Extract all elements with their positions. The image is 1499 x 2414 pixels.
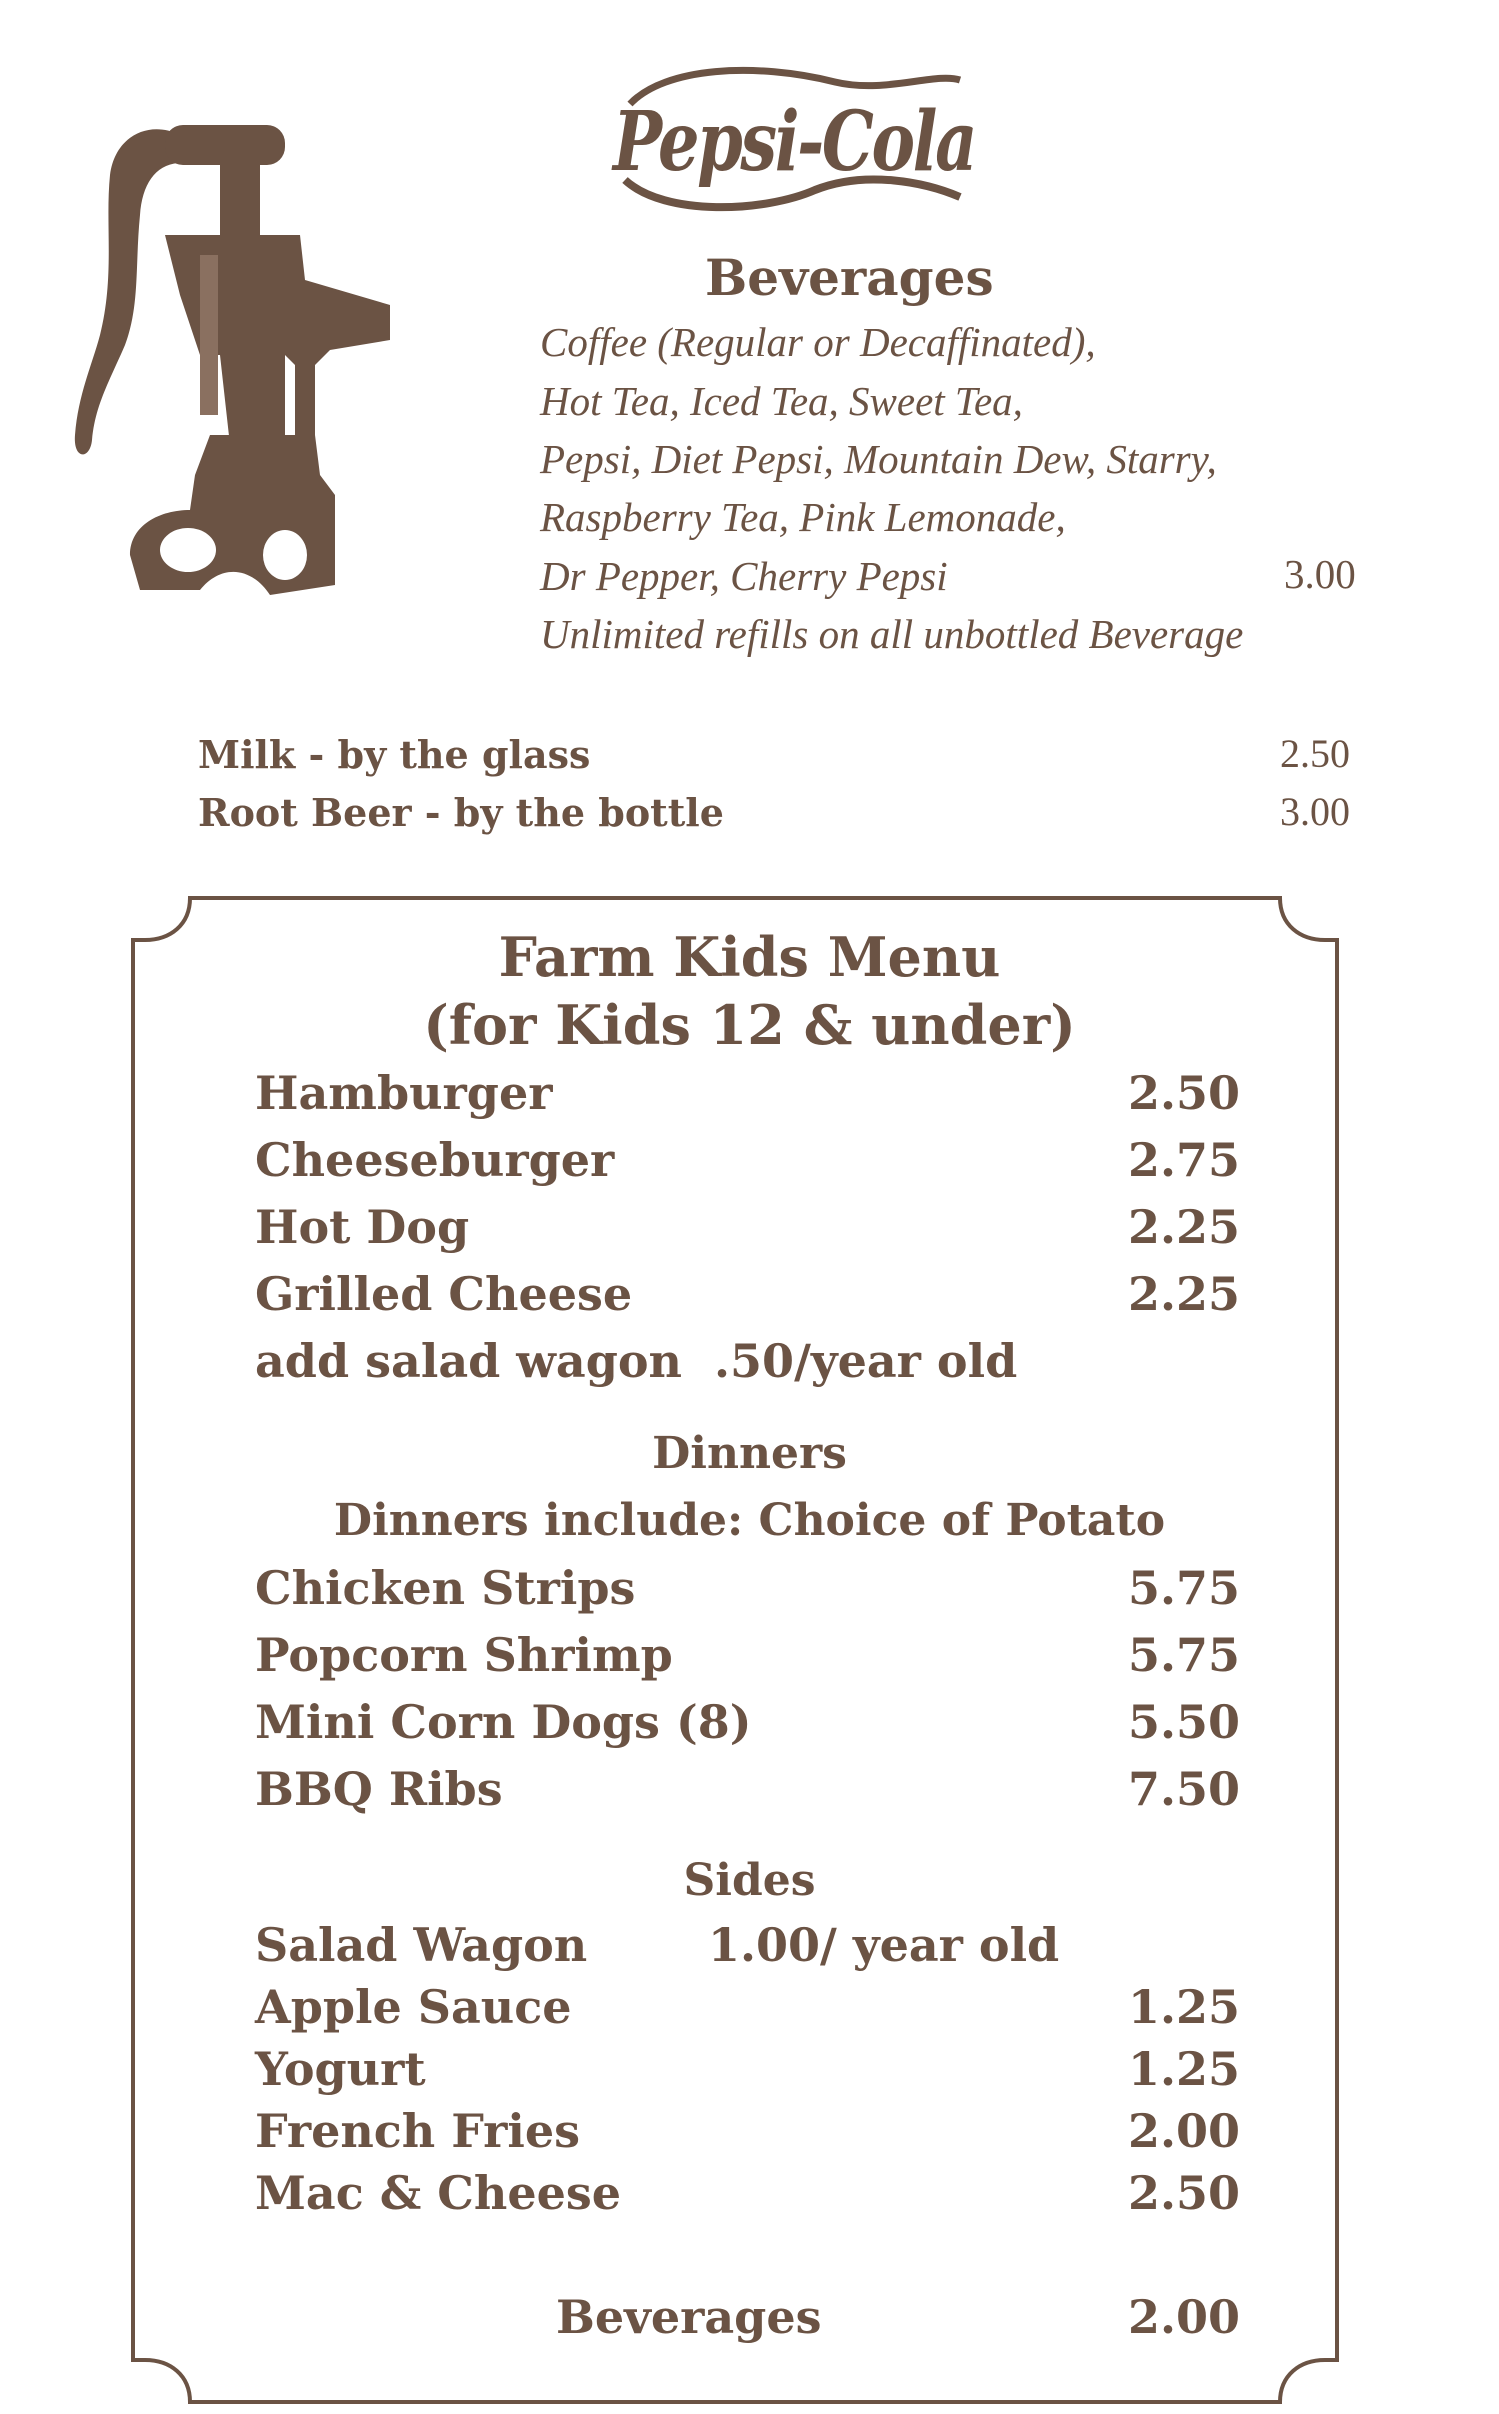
menu-item: BBQ Ribs	[255, 1762, 503, 1816]
beverages-title: Beverages	[705, 248, 994, 307]
menu-item: Popcorn Shrimp	[255, 1628, 673, 1682]
menu-item: French Fries	[255, 2104, 580, 2158]
refill-note: Unlimited refills on all unbottled Beverage	[540, 611, 1244, 657]
menu-item: Chicken Strips	[255, 1561, 636, 1615]
water-pump-icon	[70, 115, 400, 605]
dinners-subtitle: Dinners include: Choice of Potato	[333, 1495, 1166, 1546]
root-beer-label: Root Beer - by the bottle	[198, 790, 724, 835]
menu-item-price: 2.50	[1128, 2166, 1241, 2220]
menu-item: Hot Dog	[255, 1200, 470, 1254]
menu-item: Mini Corn Dogs (8)	[255, 1695, 752, 1749]
menu-item-price: 2.00	[1128, 2104, 1241, 2158]
beverage-line: Raspberry Tea, Pink Lemonade,	[540, 494, 1066, 540]
beverage-line: Hot Tea, Iced Tea, Sweet Tea,	[540, 378, 1023, 424]
kids-beverages-price: 2.00	[1128, 2290, 1241, 2344]
beverage-line: Pepsi, Diet Pepsi, Mountain Dew, Starry,	[540, 436, 1217, 482]
menu-item-price: 5.75	[1128, 1561, 1241, 1615]
milk-label: Milk - by the glass	[198, 732, 591, 777]
beverage-line: Coffee (Regular or Decaffinated),	[540, 319, 1096, 365]
menu-item-price: 5.50	[1128, 1695, 1241, 1749]
beverages-price: 3.00	[1284, 551, 1356, 597]
menu-item: Apple Sauce	[255, 1980, 572, 2034]
menu-item-price: 2.25	[1128, 1267, 1241, 1321]
pepsi-cola-logo	[605, 62, 985, 222]
menu-item-price: 5.75	[1128, 1628, 1241, 1682]
beverage-line: Dr Pepper, Cherry Pepsi	[540, 553, 948, 599]
menu-item: Mac & Cheese	[255, 2166, 622, 2220]
sides-title: Sides	[683, 1855, 816, 1906]
menu-item: Grilled Cheese	[255, 1267, 633, 1321]
menu-item-price: 1.25	[1128, 2042, 1241, 2096]
menu-item-price: 1.00/ year old	[708, 1918, 1060, 1972]
menu-item: Salad Wagon	[255, 1918, 588, 1972]
logo-text: Pepsi-Cola	[611, 94, 975, 190]
menu-item-price: 2.25	[1128, 1200, 1241, 1254]
menu-item: Cheeseburger	[255, 1133, 615, 1187]
menu-item-price: 1.25	[1128, 1980, 1241, 2034]
menu-item-price: 7.50	[1128, 1762, 1241, 1816]
kids-menu-subtitle: (for Kids 12 & under)	[423, 993, 1076, 1057]
salad-wagon-note: add salad wagon .50/year old	[255, 1334, 1018, 1388]
menu-item: Hamburger	[255, 1066, 553, 1120]
dinners-title: Dinners	[652, 1428, 847, 1479]
root-beer-price: 3.00	[1280, 789, 1350, 834]
milk-price: 2.50	[1280, 731, 1350, 776]
menu-item-price: 2.75	[1128, 1133, 1241, 1187]
kids-beverages-label: Beverages	[556, 2290, 822, 2344]
menu-item: Yogurt	[255, 2042, 426, 2096]
menu-item-price: 2.50	[1128, 1066, 1241, 1120]
kids-menu-title: Farm Kids Menu	[498, 925, 1001, 989]
